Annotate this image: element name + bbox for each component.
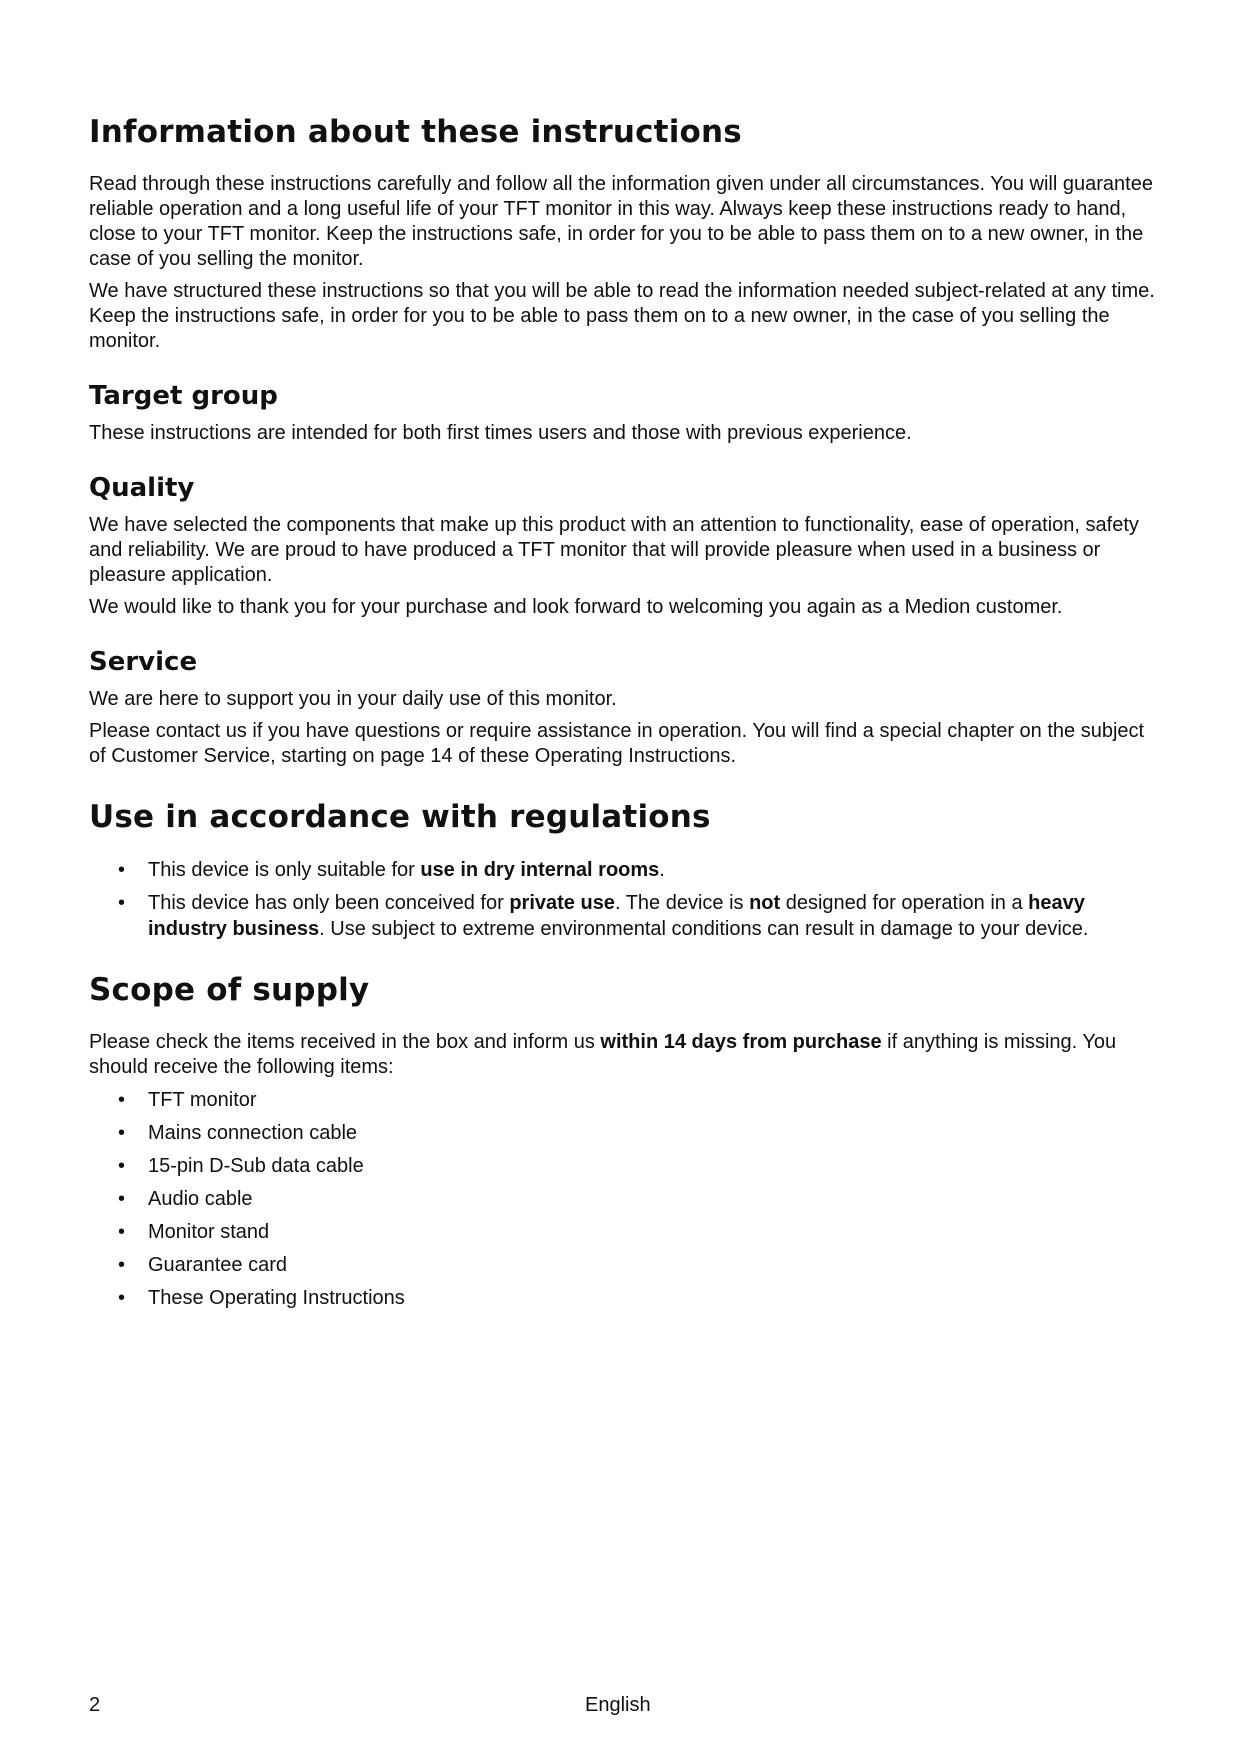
heading-information-about-instructions: Information about these instructions (89, 114, 742, 150)
paragraph: We have selected the components that make up this product with an attention to functionality, ease of operation, safety and reliability. We are proud to have produced a TFT monitor that will provide pleasure when used in a business or pleasure application. (89, 514, 1139, 586)
heading-target-group: Target group (89, 381, 278, 411)
heading-scope-of-supply: Scope of supply (89, 972, 370, 1008)
section-target-group (89, 379, 1159, 446)
list-item: • 15-pin D-Sub data cable (89, 1153, 1159, 1179)
regulations-list (89, 857, 1159, 942)
paragraph: We are here to support you in your daily use of this monitor. (89, 688, 617, 710)
page-footer (89, 1692, 1159, 1718)
list-item: • These Operating Instructions (89, 1285, 1159, 1311)
list-item: • Guarantee card (89, 1252, 1159, 1278)
list-item: • Monitor stand (89, 1219, 1159, 1245)
paragraph: Please check the items received in the box and inform us within 14 days from purchase if anything is missing. You should receive the following items: (89, 1031, 1117, 1078)
paragraph: We would like to thank you for your purchase and look forward to welcoming you again as a Medion customer. (89, 596, 1063, 618)
paragraph: We have structured these instructions so that you will be able to read the information needed subject-related at any time. Keep the instructions safe, in order for you to be able to pass them on to a new owner, in the case of you selling the monitor. (89, 280, 1155, 352)
list-item: • This device has only been conceived for private use. The device is not designed for operation in a heavy industry business. Use subject to extreme environmental conditions can result in damage to your device. (89, 890, 1159, 942)
heading-use-in-accordance-with-regulations: Use in accordance with regulations (89, 799, 711, 835)
section-regulations (89, 797, 1159, 942)
list-item: • Audio cable (89, 1186, 1159, 1212)
heading-quality: Quality (89, 473, 195, 503)
paragraph: Read through these instructions carefully and follow all the information given under all circumstances. You will guarantee reliable operation and a long useful life of your TFT monitor in this way. Always keep these instructions ready to hand, close to your TFT monitor. Keep the instructions safe, in order for you to be able to pass them on to a new owner, in the case of you selling the monitor. (89, 173, 1153, 270)
heading-service: Service (89, 647, 198, 677)
document-body (89, 112, 1159, 1318)
page-number: 2 (89, 1694, 101, 1716)
section-service (89, 645, 1159, 769)
section-scope-of-supply (89, 970, 1159, 1311)
section-quality (89, 471, 1159, 620)
list-item: • Mains connection cable (89, 1120, 1159, 1146)
paragraph: Please contact us if you have questions or require assistance in operation. You will find a special chapter on the subject of Customer Service, starting on page 14 of these Operating Instructions. (89, 720, 1145, 767)
list-item: • TFT monitor (89, 1087, 1159, 1113)
footer-language: English (585, 1694, 651, 1716)
list-item: • This device is only suitable for use in dry internal rooms. (89, 857, 1159, 883)
paragraph: These instructions are intended for both first times users and those with previous experience. (89, 422, 912, 444)
supply-list (89, 1087, 1159, 1311)
